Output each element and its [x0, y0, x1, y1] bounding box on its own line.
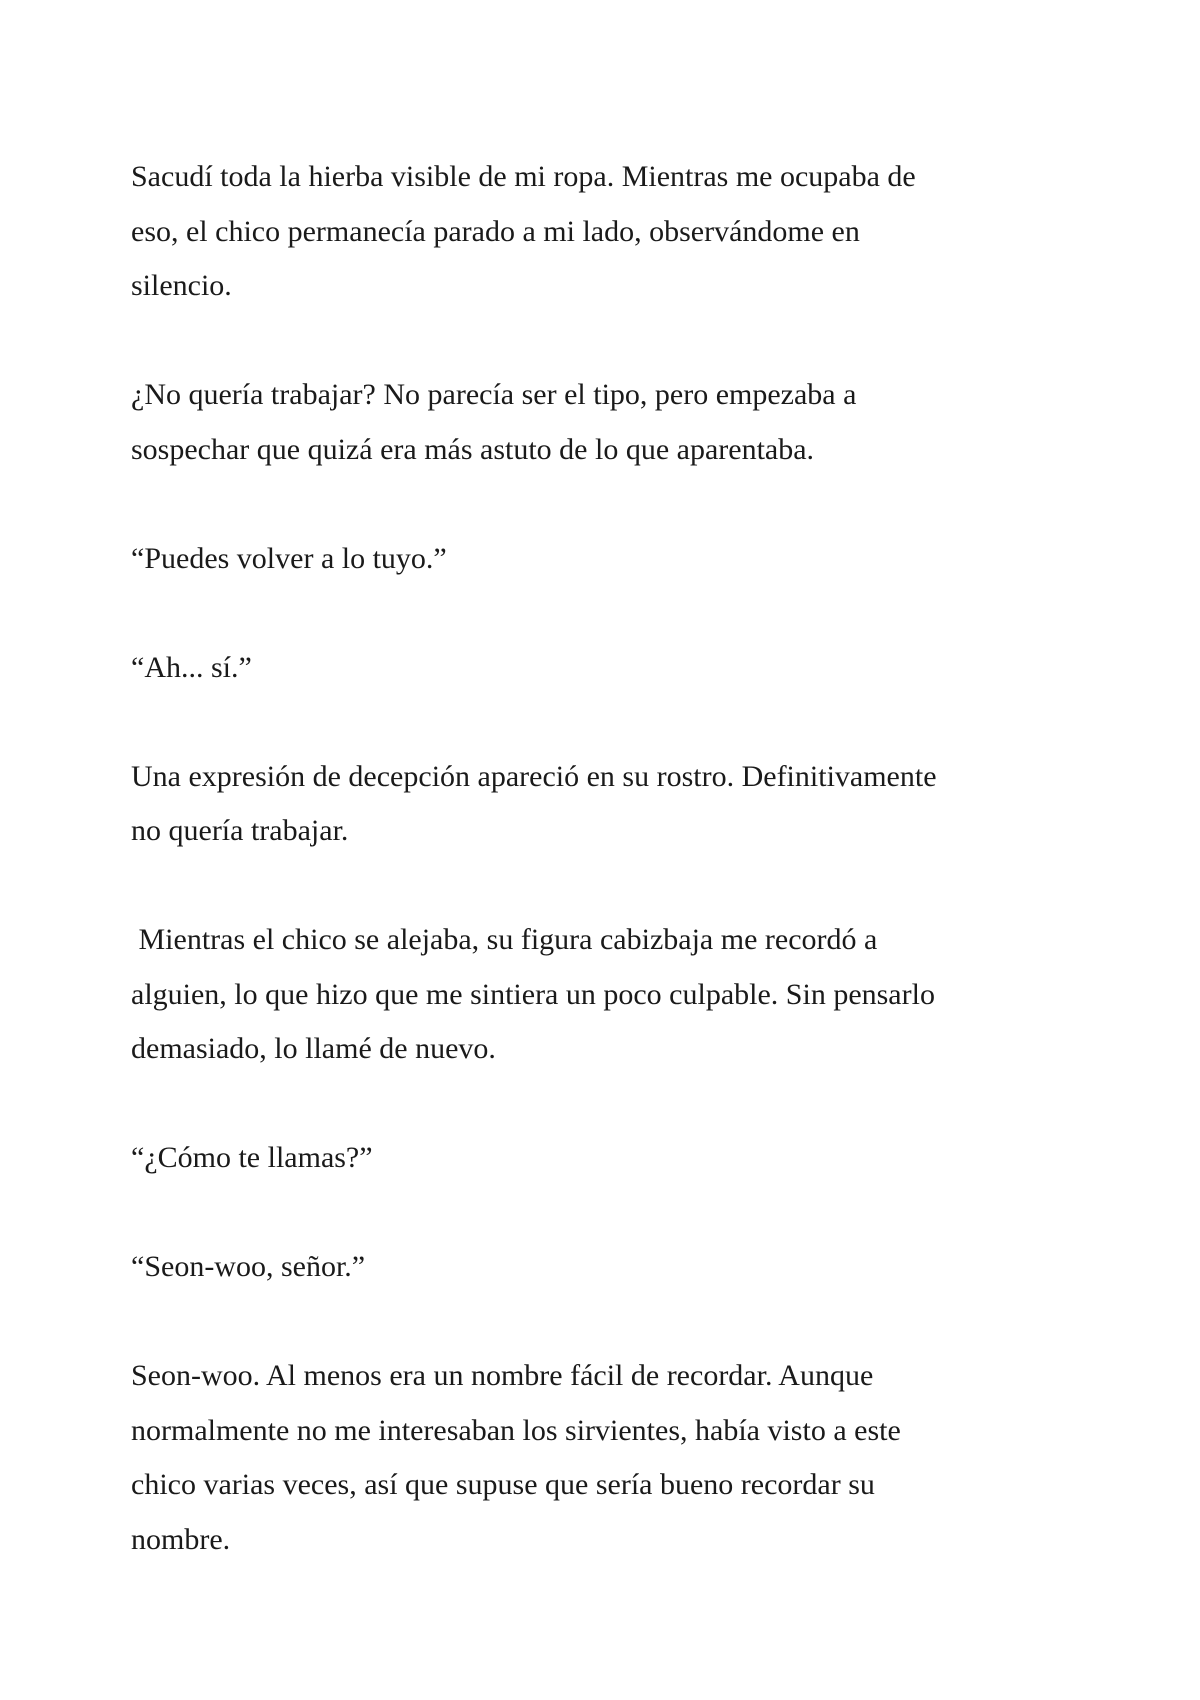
paragraph — [131, 1349, 1091, 1567]
paragraph — [131, 913, 1091, 1077]
text-line: demasiado, lo llamé de nuevo. — [131, 1032, 496, 1065]
text-line: “¿Cómo te llamas?” — [131, 1141, 373, 1174]
document-body — [131, 150, 1091, 1622]
text-line: no quería trabajar. — [131, 814, 349, 847]
text-line: Mientras el chico se alejaba, su figura cabizbaja me recordó a — [131, 923, 878, 956]
text-line: eso, el chico permanecía parado a mi lado, observándome en — [131, 214, 860, 248]
text-line: silencio. — [131, 269, 232, 302]
text-line: alguien, lo que hizo que me sintiera un poco culpable. Sin pensarlo — [131, 977, 935, 1011]
text-line: nombre. — [131, 1522, 231, 1556]
text-line: chico varias veces, así que supuse que sería bueno recordar su — [131, 1468, 875, 1501]
text-line: “Ah... sí.” — [131, 650, 252, 684]
paragraph — [131, 641, 1091, 696]
text-line: Una expresión de decepción apareció en su rostro. Definitivamente — [131, 759, 937, 793]
text-line: Sacudí toda la hierba visible de mi ropa. Mientras me ocupaba de — [131, 160, 916, 193]
paragraph — [131, 150, 1091, 314]
paragraph — [131, 368, 1091, 477]
text-line: “Puedes volver a lo tuyo.” — [131, 541, 447, 575]
text-line: “Seon-woo, señor.” — [131, 1250, 366, 1283]
paragraph — [131, 532, 1091, 587]
paragraph — [131, 1131, 1091, 1186]
paragraph — [131, 1240, 1091, 1295]
paragraph — [131, 750, 1091, 859]
text-line: normalmente no me interesaban los sirvientes, había visto a este — [131, 1413, 901, 1447]
text-line: ¿No quería trabajar? No parecía ser el tipo, pero empezaba a — [131, 378, 857, 411]
text-line: sospechar que quizá era más astuto de lo que aparentaba. — [131, 432, 815, 466]
text-line: Seon-woo. Al menos era un nombre fácil de recordar. Aunque — [131, 1359, 874, 1392]
